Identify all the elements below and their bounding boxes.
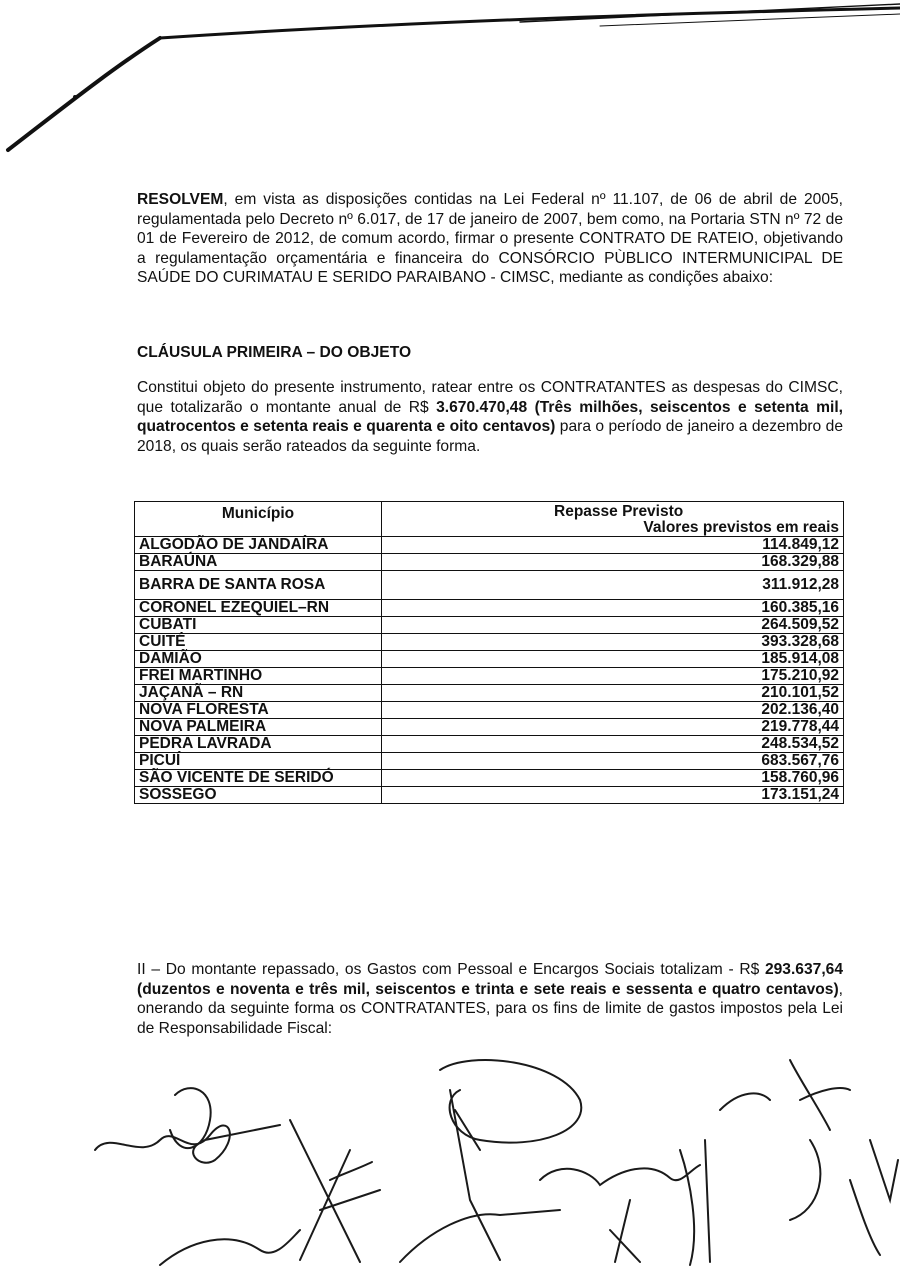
repasse-value: 248.534,52 bbox=[382, 736, 844, 753]
table-row bbox=[135, 719, 844, 736]
table-row bbox=[135, 571, 844, 600]
intro-lead: RESOLVEM bbox=[137, 191, 224, 208]
item2-text-a: II – Do montante repassado, os Gastos com Pessoal e Encargos Sociais totalizam - R$ bbox=[137, 961, 765, 978]
municipio-name: BARAÚNA bbox=[135, 554, 382, 571]
margin-stroke-diagonal bbox=[8, 38, 160, 150]
rateio-table bbox=[134, 501, 844, 804]
intro-text: , em vista as disposições contidas na Lei Federal nº 11.107, de 06 de abril de 2005, regulamentada pelo Decreto nº 6.017, de 17 de janeiro de 2007, bem como, na Portaria STN nº 72 de 01 de Fevereiro de 2012, de comum acordo, firmar o presente CONTRATO DE RATEIO, objetivando a regulamentação orçamentária e financeira do CONSÓRCIO PÙBLICO INTERMUNICIPAL DE SAÚDE DO CURIMATAU E SERIDO PARAIBANO - CIMSC, mediante as condições abaixo: bbox=[137, 191, 843, 287]
clause1-paragraph bbox=[137, 378, 843, 456]
municipio-name: CUITÉ bbox=[135, 634, 382, 651]
table-row bbox=[135, 770, 844, 787]
table-row bbox=[135, 634, 844, 651]
table-row bbox=[135, 600, 844, 617]
table-row bbox=[135, 651, 844, 668]
header-municipio: Município bbox=[135, 502, 382, 537]
clause1-text-a: Constitui objeto do presente instrumento, ratear entre os CONTRATANTES as despesas do CIMSC, que totalizarão o montante anual de R$ bbox=[137, 379, 843, 416]
table-row bbox=[135, 537, 844, 554]
header-repasse bbox=[382, 502, 844, 537]
repasse-value: 393.328,68 bbox=[382, 634, 844, 651]
repasse-value: 202.136,40 bbox=[382, 702, 844, 719]
repasse-value: 264.509,52 bbox=[382, 617, 844, 634]
repasse-value: 210.101,52 bbox=[382, 685, 844, 702]
header-repasse-sub: Valores previstos em reais bbox=[643, 519, 839, 536]
municipio-name: FREI MARTINHO bbox=[135, 668, 382, 685]
margin-stroke-top bbox=[160, 8, 900, 38]
clause1-amount: 3.670.470,48 (Três milhões, seiscentos e setenta mil, quatrocentos e setenta reais e quarenta e oito centavos) bbox=[137, 398, 843, 436]
municipio-name: ALGODÃO DE JANDAÍRA bbox=[135, 537, 382, 554]
municipio-name: SOSSEGO bbox=[135, 787, 382, 804]
table-row bbox=[135, 617, 844, 634]
table-row bbox=[135, 787, 844, 804]
clause1-text-b: para o período de janeiro a dezembro de 2018, os quais serão rateados da seguinte forma. bbox=[137, 418, 843, 455]
repasse-value: 158.760,96 bbox=[382, 770, 844, 787]
repasse-value: 311.912,28 bbox=[382, 571, 844, 600]
repasse-value: 114.849,12 bbox=[382, 537, 844, 554]
table-row bbox=[135, 753, 844, 770]
header-repasse-title: Repasse Previsto bbox=[554, 503, 684, 520]
item2-paragraph bbox=[137, 960, 843, 1038]
table-header-row bbox=[135, 502, 844, 537]
municipio-name: CORONEL EZEQUIEL–RN bbox=[135, 600, 382, 617]
table-row bbox=[135, 554, 844, 571]
municipio-name: SÃO VICENTE DE SERIDÓ bbox=[135, 770, 382, 787]
repasse-value: 168.329,88 bbox=[382, 554, 844, 571]
municipio-name: BARRA DE SANTA ROSA bbox=[135, 571, 382, 600]
item2-text-b: , onerando da seguinte forma os CONTRATANTES, para os fins de limite de gastos impostos pela Lei de Responsabilidade Fiscal: bbox=[137, 980, 843, 1037]
repasse-value: 185.914,08 bbox=[382, 651, 844, 668]
municipio-name: CUBATI bbox=[135, 617, 382, 634]
intro-paragraph bbox=[137, 190, 843, 288]
repasse-value: 160.385,16 bbox=[382, 600, 844, 617]
item2-amount: 293.637,64 (duzentos e noventa e três mil, seiscentos e trinta e sete reais e sessenta e quatro centavos) bbox=[137, 961, 843, 998]
repasse-value: 175.210,92 bbox=[382, 668, 844, 685]
municipio-name: JAÇANÃ – RN bbox=[135, 685, 382, 702]
clause1-heading: CLÁUSULA PRIMEIRA – DO OBJETO bbox=[137, 344, 412, 361]
repasse-value: 683.567,76 bbox=[382, 753, 844, 770]
municipio-name: NOVA FLORESTA bbox=[135, 702, 382, 719]
repasse-value: 173.151,24 bbox=[382, 787, 844, 804]
signature-marks bbox=[95, 1060, 898, 1265]
repasse-value: 219.778,44 bbox=[382, 719, 844, 736]
municipio-name: NOVA PALMEIRA bbox=[135, 719, 382, 736]
table-row bbox=[135, 668, 844, 685]
municipio-name: PEDRA LAVRADA bbox=[135, 736, 382, 753]
table-row bbox=[135, 702, 844, 719]
table-row bbox=[135, 685, 844, 702]
municipio-name: PICUÍ bbox=[135, 753, 382, 770]
table-row bbox=[135, 736, 844, 753]
municipio-name: DAMIÃO bbox=[135, 651, 382, 668]
